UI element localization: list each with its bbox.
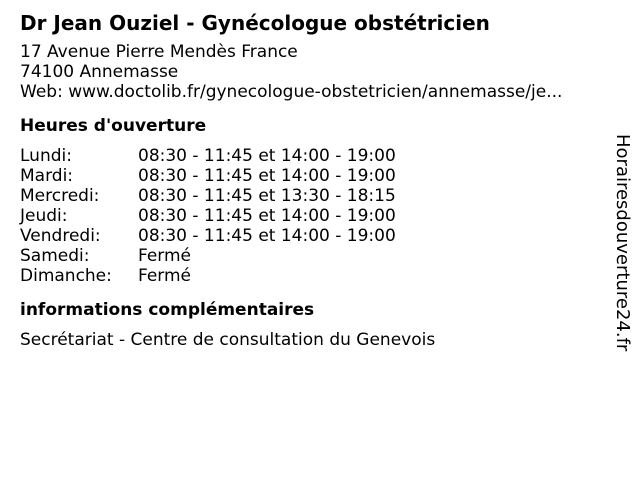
time-value: 08:30 - 11:45 et 14:00 - 19:00 bbox=[138, 146, 396, 166]
time-value: Fermé bbox=[138, 266, 192, 286]
day-label: Samedi: bbox=[20, 246, 90, 266]
hours-row-vendredi bbox=[20, 226, 610, 246]
hours-row-samedi bbox=[20, 246, 610, 266]
time-value: 08:30 - 11:45 et 14:00 - 19:00 bbox=[138, 226, 396, 246]
hours-row-lundi bbox=[20, 146, 610, 166]
additional-info-heading: informations complémentaires bbox=[20, 300, 315, 320]
hours-row-mardi bbox=[20, 166, 610, 186]
hours-row-dimanche bbox=[20, 266, 610, 286]
address-block bbox=[20, 42, 610, 102]
website-link[interactable]: Web: www.doctolib.fr/gynecologue-obstetricien/annemasse/je... bbox=[20, 82, 563, 102]
time-value: Fermé bbox=[138, 246, 192, 266]
day-label: Jeudi: bbox=[20, 206, 68, 226]
time-value: 08:30 - 11:45 et 13:30 - 18:15 bbox=[138, 186, 396, 206]
hours-row-mercredi bbox=[20, 186, 610, 206]
opening-hours-table bbox=[20, 146, 610, 286]
opening-hours-heading: Heures d'ouverture bbox=[20, 116, 207, 136]
day-label: Vendredi: bbox=[20, 226, 101, 246]
additional-info-text: Secrétariat - Centre de consultation du Genevois bbox=[20, 330, 436, 350]
address-city: 74100 Annemasse bbox=[20, 62, 179, 82]
day-label: Mardi: bbox=[20, 166, 74, 186]
site-watermark: Horairesdouverture24.fr bbox=[612, 134, 633, 352]
time-value: 08:30 - 11:45 et 14:00 - 19:00 bbox=[138, 206, 396, 226]
day-label: Dimanche: bbox=[20, 266, 112, 286]
business-card bbox=[20, 10, 610, 350]
day-label: Lundi: bbox=[20, 146, 72, 166]
time-value: 08:30 - 11:45 et 14:00 - 19:00 bbox=[138, 166, 396, 186]
address-street: 17 Avenue Pierre Mendès France bbox=[20, 42, 298, 62]
page-title: Dr Jean Ouziel - Gynécologue obstétricien bbox=[20, 11, 490, 35]
hours-row-jeudi bbox=[20, 206, 610, 226]
day-label: Mercredi: bbox=[20, 186, 100, 206]
